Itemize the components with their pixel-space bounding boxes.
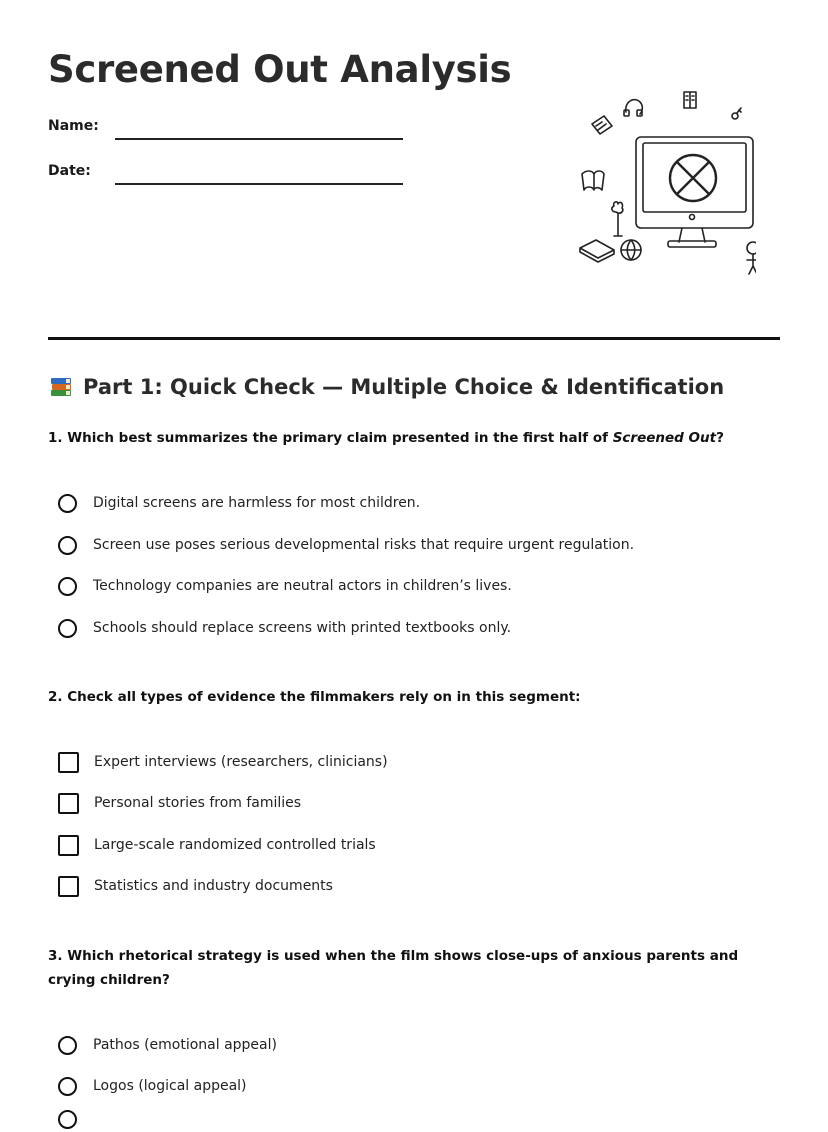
screen-illustration: [524, 86, 756, 282]
option-label: Large-scale randomized controlled trials: [94, 837, 376, 853]
option-label: Pathos (emotional appeal): [93, 1037, 277, 1053]
child-icon: [747, 242, 756, 274]
radio-button[interactable]: [58, 1110, 77, 1129]
question-1: [48, 426, 768, 450]
q2-option-b[interactable]: [58, 790, 301, 816]
headphones-icon: [624, 100, 642, 116]
checkbox[interactable]: [58, 876, 79, 897]
q2-option-a[interactable]: [58, 749, 388, 775]
date-input-line[interactable]: [115, 183, 403, 185]
radio-button[interactable]: [58, 577, 77, 596]
tag-icon: [592, 116, 612, 134]
option-label: Logos (logical appeal): [93, 1078, 247, 1094]
checkbox[interactable]: [58, 835, 79, 856]
radio-button[interactable]: [58, 536, 77, 555]
option-label: Schools should replace screens with printed textbooks only.: [93, 620, 512, 636]
q3-option-c-partial[interactable]: [58, 1106, 93, 1132]
monitor-icon: [636, 137, 753, 247]
option-label: Screen use poses serious developmental risks that require urgent regulation.: [93, 537, 635, 553]
radio-button[interactable]: [58, 619, 77, 638]
option-label: Expert interviews (researchers, clinicians): [94, 754, 388, 770]
date-label: Date:: [48, 163, 91, 179]
q3-option-a[interactable]: [58, 1032, 277, 1058]
q1-option-a[interactable]: [58, 490, 420, 516]
part1-heading: [48, 374, 724, 400]
name-field: [48, 118, 403, 134]
checkbox[interactable]: [58, 752, 79, 773]
date-field: [48, 163, 403, 179]
q1-option-c[interactable]: [58, 573, 512, 599]
globe-icon: [621, 240, 641, 260]
question-2: [48, 685, 768, 709]
option-label: Digital screens are harmless for most children.: [93, 495, 421, 511]
q2-option-d[interactable]: [58, 873, 333, 899]
key-icon: [732, 108, 741, 119]
option-label: Statistics and industry documents: [94, 878, 333, 894]
option-label: Personal stories from families: [94, 795, 302, 811]
question-1-number: 1.: [48, 430, 63, 446]
section-divider: [48, 337, 780, 340]
radio-button[interactable]: [58, 1077, 77, 1096]
name-label: Name:: [48, 118, 99, 134]
q2-option-c[interactable]: [58, 832, 376, 858]
question-3: [48, 944, 768, 992]
option-label: Technology companies are neutral actors in children’s lives.: [93, 578, 512, 594]
checkbox[interactable]: [58, 793, 79, 814]
question-2-text: Check all types of evidence the filmmakers rely on in this segment:: [67, 689, 581, 705]
book-icon: [684, 92, 696, 108]
books-stack-icon: [580, 240, 614, 262]
part1-heading-text: Part 1: Quick Check — Multiple Choice & Identification: [83, 375, 725, 399]
question-1-text: Which best summarizes the primary claim presented in the first half of: [67, 430, 613, 446]
open-book-icon: [582, 171, 604, 190]
name-input-line[interactable]: [115, 138, 403, 140]
q1-option-b[interactable]: [58, 532, 634, 558]
radio-button[interactable]: [58, 494, 77, 513]
question-3-number: 3.: [48, 948, 63, 964]
tree-icon: [612, 202, 623, 236]
question-1-film-title: Screened Out: [612, 430, 717, 446]
question-1-punct: ?: [716, 430, 724, 446]
question-3-text: Which rhetorical strategy is used when the film shows close-ups of anxious parents and crying children?: [48, 948, 739, 988]
radio-button[interactable]: [58, 1036, 77, 1055]
q1-option-d[interactable]: [58, 615, 511, 641]
q3-option-b[interactable]: [58, 1073, 247, 1099]
page-title: Screened Out Analysis: [48, 48, 512, 91]
worksheet-page: [48, 0, 780, 1118]
question-2-number: 2.: [48, 689, 63, 705]
books-icon: [48, 374, 74, 400]
